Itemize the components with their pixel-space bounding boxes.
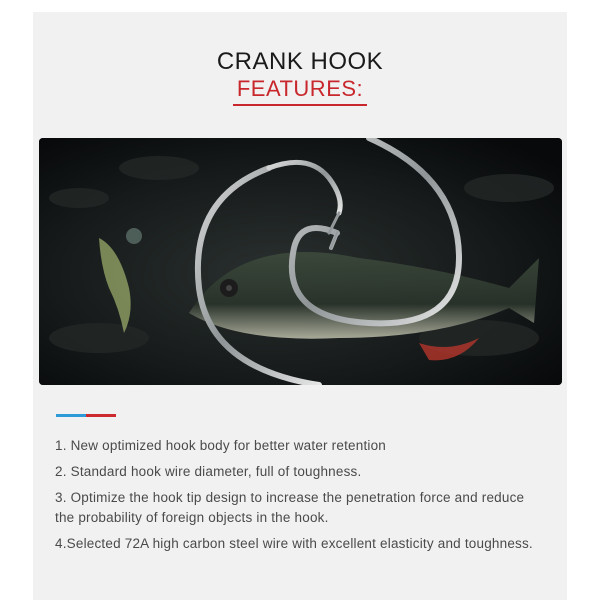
features-heading-text: FEATURES: xyxy=(233,76,367,106)
feature-list xyxy=(55,436,545,560)
features-heading xyxy=(33,76,567,106)
product-feature-card xyxy=(33,12,567,600)
feature-item: 3. Optimize the hook tip design to increase the penetration force and reduce the probability of foreign objects in the hook. xyxy=(55,490,525,525)
divider-red-segment xyxy=(86,414,116,417)
hook-photo xyxy=(39,138,562,385)
page-title: CRANK HOOK xyxy=(216,48,384,75)
feature-item: 2. Standard hook wire diameter, full of toughness. xyxy=(55,464,362,479)
color-divider xyxy=(56,414,116,417)
feature-item: 4.Selected 72A high carbon steel wire with excellent elasticity and toughness. xyxy=(55,536,533,551)
hook-photo-graphic xyxy=(39,138,562,385)
divider-blue-segment xyxy=(56,414,86,417)
feature-item: 1. New optimized hook body for better water retention xyxy=(55,438,387,453)
